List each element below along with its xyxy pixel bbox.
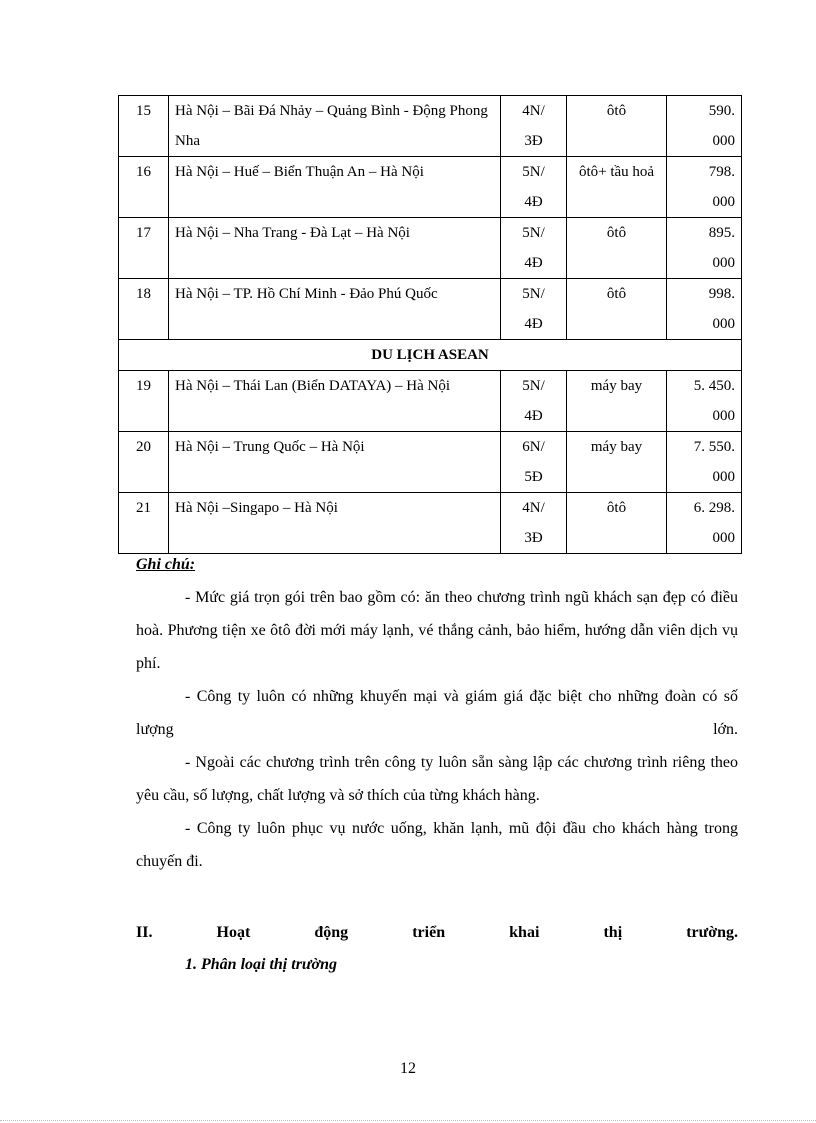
tour-price-line: 998. bbox=[708, 286, 735, 302]
tour-price-line: 000 bbox=[712, 408, 735, 424]
tour-duration bbox=[501, 218, 567, 279]
tour-price-line: 7. 550. bbox=[693, 439, 735, 455]
notes-title: Ghi chú: bbox=[136, 556, 196, 573]
tour-duration bbox=[501, 493, 567, 554]
tour-price-line: 6. 298. bbox=[693, 500, 735, 516]
tour-price-line: 000 bbox=[712, 255, 735, 271]
tour-number: 20 bbox=[119, 432, 169, 493]
heading-word: II. bbox=[136, 924, 153, 941]
tour-route: Hà Nội – Trung Quốc – Hà Nội bbox=[169, 432, 501, 493]
tour-number: 18 bbox=[119, 279, 169, 340]
table-row bbox=[119, 493, 742, 554]
tour-transport: máy bay bbox=[567, 371, 667, 432]
table-row bbox=[119, 371, 742, 432]
tour-price-line: 590. bbox=[708, 103, 735, 119]
tour-price bbox=[667, 157, 742, 218]
tour-duration bbox=[501, 157, 567, 218]
tour-price-line: 000 bbox=[712, 469, 735, 485]
tour-price-line: 000 bbox=[712, 194, 735, 210]
tour-price-line: 798. bbox=[708, 164, 735, 180]
tour-route: Hà Nội – TP. Hồ Chí Minh - Đảo Phú Quốc bbox=[169, 279, 501, 340]
tour-number: 17 bbox=[119, 218, 169, 279]
tour-table-body bbox=[119, 96, 742, 554]
table-row bbox=[119, 157, 742, 218]
heading-word: triển bbox=[412, 924, 446, 941]
subsection-heading: 1. Phân loại thị trường bbox=[185, 956, 337, 973]
tour-price-line: 895. bbox=[708, 225, 735, 241]
tour-transport: ôtô+ tầu hoả bbox=[567, 157, 667, 218]
tour-duration-line: 4Đ bbox=[524, 408, 543, 424]
tour-price-line: 5. 450. bbox=[693, 378, 735, 394]
heading-word: Hoạt bbox=[216, 924, 251, 941]
tour-duration-line: 3Đ bbox=[524, 530, 543, 546]
tour-transport: ôtô bbox=[567, 279, 667, 340]
heading-word: khai bbox=[509, 924, 540, 941]
note-paragraph-2: - Công ty luôn có những khuyến mại và giám giá đặc biệt cho những đoàn có số lượng lớn. bbox=[136, 688, 738, 738]
tour-transport: ôtô bbox=[567, 493, 667, 554]
tour-duration-line: 5Đ bbox=[524, 469, 543, 485]
tour-number: 15 bbox=[119, 96, 169, 157]
notes-section bbox=[136, 548, 738, 878]
tour-duration-line: 3Đ bbox=[524, 133, 543, 149]
heading-word: thị bbox=[603, 924, 623, 941]
page-number: 12 bbox=[400, 1060, 416, 1077]
tour-transport: ôtô bbox=[567, 96, 667, 157]
tour-route: Hà Nội – Bãi Đá Nhảy – Quảng Bình - Động Phong Nha bbox=[169, 96, 501, 157]
tour-duration-line: 4N/ bbox=[522, 103, 545, 119]
tour-number: 19 bbox=[119, 371, 169, 432]
table-row bbox=[119, 279, 742, 340]
heading-word: trường. bbox=[686, 924, 738, 941]
tour-price bbox=[667, 218, 742, 279]
tour-price-line: 000 bbox=[712, 133, 735, 149]
tour-route: Hà Nội – Thái Lan (Biển DATAYA) – Hà Nội bbox=[169, 371, 501, 432]
tour-duration bbox=[501, 371, 567, 432]
tour-price bbox=[667, 279, 742, 340]
tour-route: Hà Nội – Nha Trang - Đà Lạt – Hà Nội bbox=[169, 218, 501, 279]
section-heading bbox=[136, 916, 738, 949]
page-bottom-divider bbox=[0, 1120, 816, 1121]
tour-duration-line: 6N/ bbox=[522, 439, 545, 455]
tour-transport: máy bay bbox=[567, 432, 667, 493]
tour-duration-line: 5N/ bbox=[522, 286, 545, 302]
table-row bbox=[119, 432, 742, 493]
tour-price-line: 000 bbox=[712, 530, 735, 546]
tour-price-table bbox=[118, 95, 742, 554]
tour-duration bbox=[501, 96, 567, 157]
note-paragraph-4: - Công ty luôn phục vụ nước uống, khăn lạnh, mũ đội đầu cho khách hàng trong chuyến đi. bbox=[136, 820, 738, 870]
tour-number: 21 bbox=[119, 493, 169, 554]
tour-route: Hà Nội –Singapo – Hà Nội bbox=[169, 493, 501, 554]
tour-price bbox=[667, 432, 742, 493]
table-row bbox=[119, 96, 742, 157]
tour-duration-line: 5N/ bbox=[522, 225, 545, 241]
tour-price-line: 000 bbox=[712, 316, 735, 332]
tour-duration bbox=[501, 432, 567, 493]
tour-duration-line: 4Đ bbox=[524, 316, 543, 332]
section-title: DU LỊCH ASEAN bbox=[119, 340, 742, 371]
table-row bbox=[119, 218, 742, 279]
section-row bbox=[119, 340, 742, 371]
tour-duration-line: 5N/ bbox=[522, 164, 545, 180]
tour-transport: ôtô bbox=[567, 218, 667, 279]
tour-route: Hà Nội – Huế – Biển Thuận An – Hà Nội bbox=[169, 157, 501, 218]
tour-duration-line: 4Đ bbox=[524, 255, 543, 271]
tour-duration bbox=[501, 279, 567, 340]
tour-price bbox=[667, 493, 742, 554]
note-paragraph-1: - Mức giá trọn gói trên bao gồm có: ăn theo chương trình ngũ khách sạn đẹp có điều hoà. Phương tiện xe ôtô đời mới máy lạnh, vé thắng cảnh, bảo hiểm, hướng dẫn viên dịch vụ phí. bbox=[136, 589, 738, 672]
tour-price bbox=[667, 96, 742, 157]
tour-price bbox=[667, 371, 742, 432]
note-paragraph-3: - Ngoài các chương trình trên công ty luôn sẵn sàng lập các chương trình riêng theo yêu cầu, số lượng, chất lượng và sở thích của từng khách hàng. bbox=[136, 754, 738, 804]
tour-duration-line: 4N/ bbox=[522, 500, 545, 516]
heading-word: động bbox=[314, 924, 349, 941]
tour-number: 16 bbox=[119, 157, 169, 218]
tour-duration-line: 4Đ bbox=[524, 194, 543, 210]
tour-duration-line: 5N/ bbox=[522, 378, 545, 394]
